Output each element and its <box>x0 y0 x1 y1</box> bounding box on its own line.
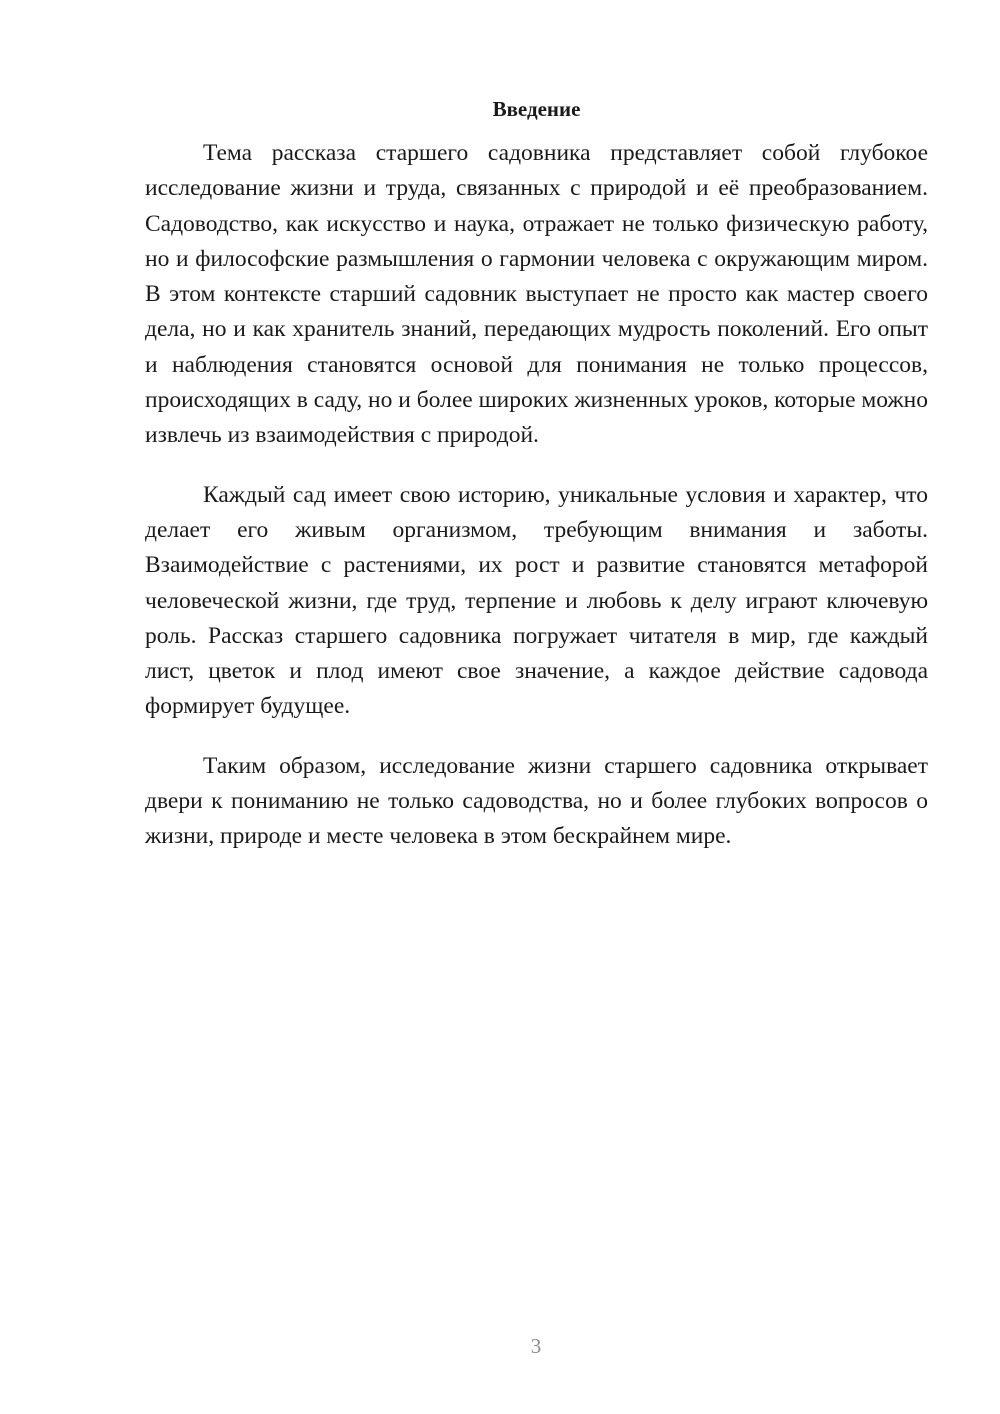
paragraph-3: Таким образом, исследование жизни старшего садовника открывает двери к пониманию не только садоводства, но и более глубоких вопросов о жизни, природе и месте человека в этом бескрайнем мире. <box>145 752 928 850</box>
paragraph-2: Каждый сад имеет свою историю, уникальные условия и характер, что делает его живым организмом, требующим внимания и заботы. Взаимодействие с растениями, их рост и развитие становятся метафорой человеческой жизни, где труд, терпение и любовь к делу играют ключевую роль. Рассказ старшего садовника погружает читателя в мир, где каждый лист, цветок и плод имеют свое значение, а каждое действие садовода формирует будущее. <box>145 481 928 720</box>
section-heading: Введение <box>492 97 581 121</box>
page-content <box>145 92 928 879</box>
page-number: 3 <box>530 1334 542 1358</box>
paragraph-1: Тема рассказа старшего садовника представляет собой глубокое исследование жизни и труда, связанных с природой и её преобразованием. Садоводство, как искусство и наука, отражает не только физическую работу, но и философские размышления о гармонии человека с окружающим миром. В этом контексте старший садовник выступает не просто как мастер своего дела, но и как хранитель знаний, передающих мудрость поколений. Его опыт и наблюдения становятся основой для понимания не только процессов, происходящих в саду, но и более широких жизненных уроков, которые можно извлечь из взаимодействия с природой. <box>145 140 928 449</box>
